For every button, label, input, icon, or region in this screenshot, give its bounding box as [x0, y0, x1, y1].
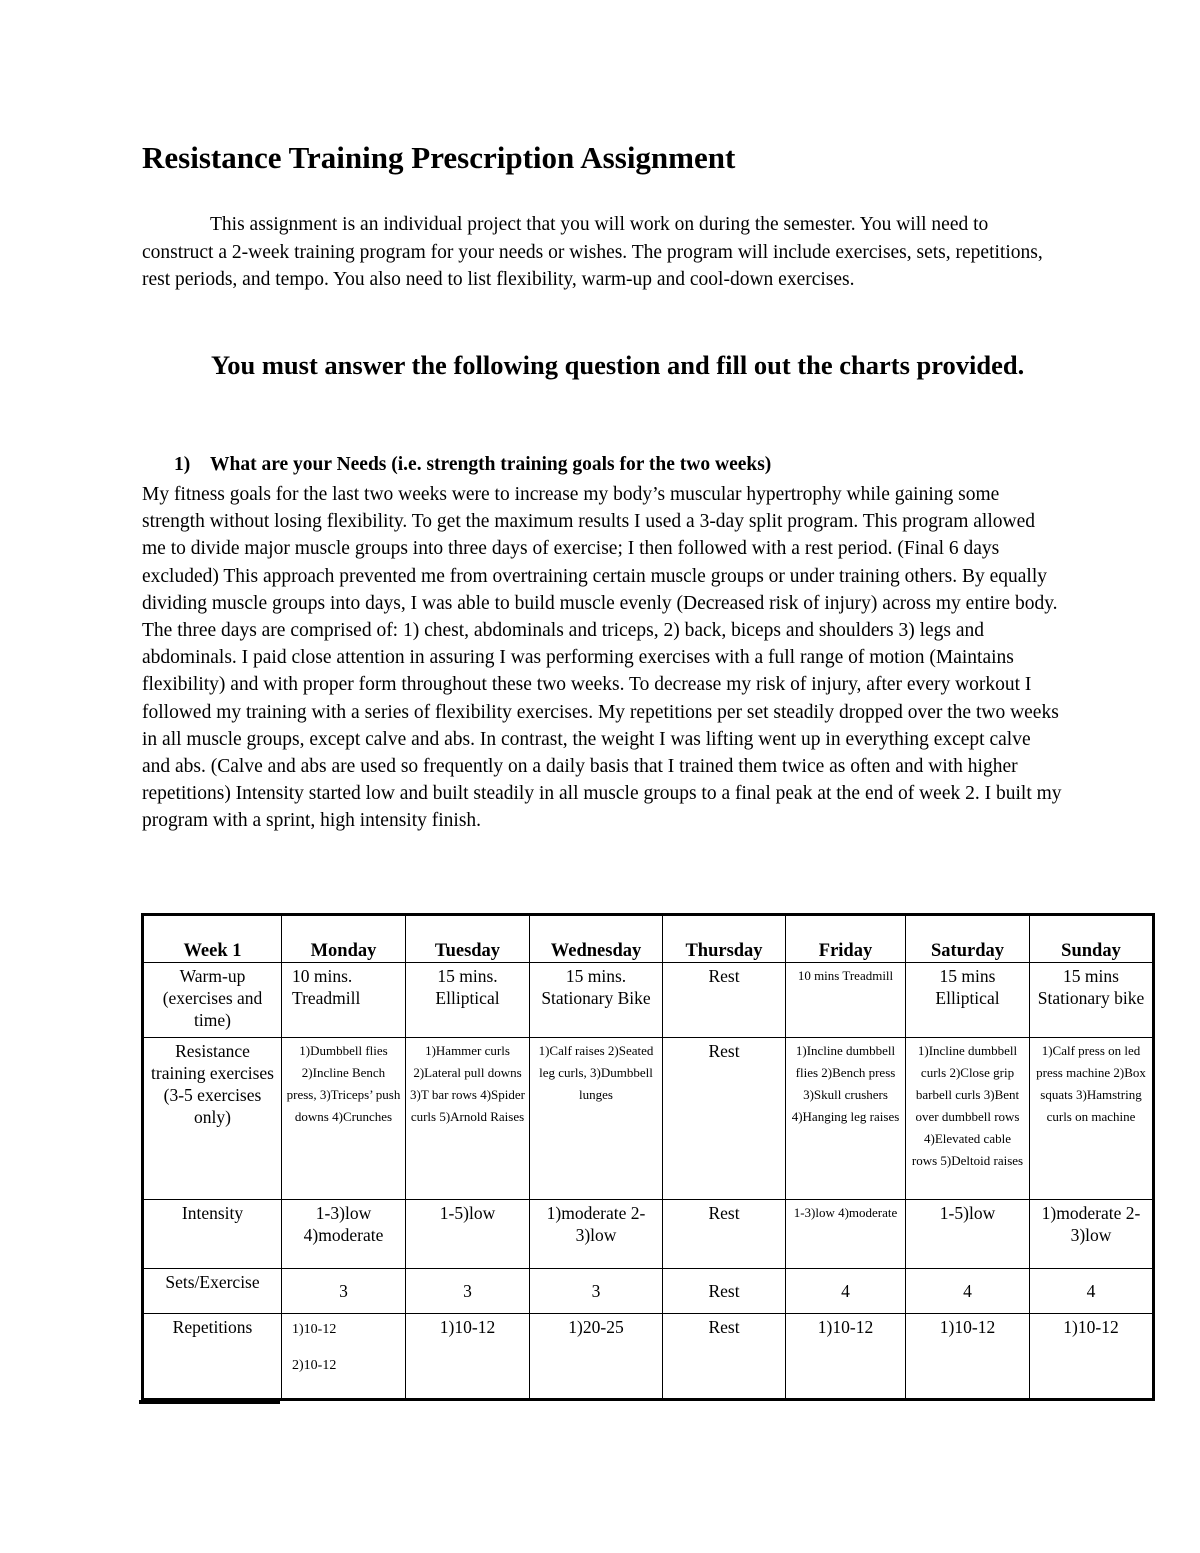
header-saturday: Saturday [906, 915, 1030, 963]
intro-paragraph: This assignment is an individual project that you will work on during the semester. You will need to construct a 2-week training program for your needs or wishes. The program will include exercises, sets, repetitions, rest periods, and tempo. You also need to list flexibility, warm-up and cool-down exercises. [142, 214, 1043, 290]
cell-intensity-monday: 1-3)low 4)moderate [282, 1200, 406, 1269]
cell-intensity-sunday: 1)moderate 2-3)low [1030, 1200, 1154, 1269]
cell-intensity-friday: 1-3)low 4)moderate [786, 1200, 906, 1269]
row-label-warmup: Warm-up (exercises and time) [143, 963, 282, 1038]
table-row-intensity [143, 1200, 1154, 1269]
cell-resistance-monday: 1)Dumbbell flies 2)Incline Bench press, 3)Triceps’ push downs 4)Crunches [282, 1038, 406, 1200]
cell-warmup-saturday: 15 mins Elliptical [906, 963, 1030, 1038]
table-row-resistance [143, 1038, 1154, 1200]
answer-paragraph: My fitness goals for the last two weeks were to increase my body’s muscular hypertrophy while gaining some strength without losing flexibility. To get the maximum results I used a 3-day split program. This program allowed me to divide major muscle groups into three days of exercise; I then followed with a rest period. (Final 6 days excluded) This approach prevented me from overtraining certain muscle groups or under training others. By equally dividing muscle groups into days, I was able to build muscle evenly (Decreased risk of injury) across my entire body. The three days are comprised of: 1) chest, abdominals and triceps, 2) back, biceps and shoulders 3) legs and abdominals. I paid close attention in assuring I was performing exercises with a full range of motion (Maintains flexibility) and with proper form throughout these two weeks. To decrease my risk of injury, after every workout I followed my training with a series of flexibility exercises. My repetitions per set steadily dropped over the two weeks in all muscle groups, except calve and abs. In contrast, the weight I was lifting went up in everything except calve and abs. (Calve and abs are used so frequently on a daily basis that I trained them twice as often and with higher repetitions) Intensity started low and built steadily in all muscle groups to a final peak at the end of week 2. I built my program with a sprint, high intensity finish. [142, 484, 1062, 832]
cell-reps-sunday: 1)10-12 [1030, 1314, 1154, 1400]
row-label-intensity: Intensity [143, 1200, 282, 1269]
instruction-heading: You must answer the following question and fill out the charts provided. [211, 350, 1025, 380]
cell-resistance-sunday: 1)Calf press on led press machine 2)Box squats 3)Hamstring curls on machine [1030, 1038, 1154, 1200]
cell-resistance-thursday: Rest [663, 1038, 786, 1200]
table-bottom-border-accent [139, 1400, 280, 1404]
week-1-schedule-table [141, 913, 1155, 1401]
row-label-sets: Sets/Exercise [143, 1269, 282, 1314]
cell-resistance-wednesday: 1)Calf raises 2)Seated leg curls, 3)Dumbbell lunges [530, 1038, 663, 1200]
header-sunday: Sunday [1030, 915, 1154, 963]
cell-sets-friday: 4 [786, 1269, 906, 1314]
cell-intensity-saturday: 1-5)low [906, 1200, 1030, 1269]
header-tuesday: Tuesday [406, 915, 530, 963]
table-row-warmup [143, 963, 1154, 1038]
cell-reps-saturday: 1)10-12 [906, 1314, 1030, 1400]
cell-reps-tuesday: 1)10-12 [406, 1314, 530, 1400]
cell-reps-monday [282, 1314, 406, 1400]
header-week: Week 1 [143, 915, 282, 963]
header-thursday: Thursday [663, 915, 786, 963]
cell-warmup-sunday: 15 mins Stationary bike [1030, 963, 1154, 1038]
cell-sets-sunday: 4 [1030, 1269, 1154, 1314]
reps-monday-2: 2)10-12 [292, 1358, 337, 1373]
cell-reps-thursday: Rest [663, 1314, 786, 1400]
cell-warmup-wednesday: 15 mins. Stationary Bike [530, 963, 663, 1038]
row-label-resistance: Resistance training exercises (3-5 exercises only) [143, 1038, 282, 1200]
cell-sets-thursday: Rest [663, 1269, 786, 1314]
header-friday: Friday [786, 915, 906, 963]
cell-warmup-tuesday: 15 mins. Elliptical [406, 963, 530, 1038]
cell-reps-friday: 1)10-12 [786, 1314, 906, 1400]
row-label-repetitions: Repetitions [143, 1314, 282, 1400]
question-1 [174, 454, 771, 476]
header-wednesday: Wednesday [530, 915, 663, 963]
page-title: Resistance Training Prescription Assignment [142, 140, 736, 175]
cell-resistance-saturday: 1)Incline dumbbell curls 2)Close grip barbell curls 3)Bent over dumbbell rows 4)Elevated cable rows 5)Deltoid raises [906, 1038, 1030, 1200]
cell-intensity-wednesday: 1)moderate 2-3)low [530, 1200, 663, 1269]
cell-reps-wednesday: 1)20-25 [530, 1314, 663, 1400]
cell-warmup-monday: 10 mins. Treadmill [282, 963, 406, 1038]
reps-monday-1: 1)10-12 [292, 1322, 337, 1337]
cell-sets-tuesday: 3 [406, 1269, 530, 1314]
cell-intensity-tuesday: 1-5)low [406, 1200, 530, 1269]
cell-intensity-thursday: Rest [663, 1200, 786, 1269]
cell-warmup-friday: 10 mins Treadmill [786, 963, 906, 1038]
cell-warmup-thursday: Rest [663, 963, 786, 1038]
cell-sets-saturday: 4 [906, 1269, 1030, 1314]
table-header-row [143, 915, 1154, 963]
table-row-sets [143, 1269, 1154, 1314]
table-row-repetitions [143, 1314, 1154, 1400]
cell-resistance-tuesday: 1)Hammer curls 2)Lateral pull downs 3)T bar rows 4)Spider curls 5)Arnold Raises [406, 1038, 530, 1200]
question-text: What are your Needs (i.e. strength training goals for the two weeks) [210, 454, 772, 475]
cell-resistance-friday: 1)Incline dumbbell flies 2)Bench press 3)Skull crushers 4)Hanging leg raises [786, 1038, 906, 1200]
question-number: 1) [174, 454, 191, 475]
cell-sets-monday: 3 [282, 1269, 406, 1314]
cell-sets-wednesday: 3 [530, 1269, 663, 1314]
header-monday: Monday [282, 915, 406, 963]
